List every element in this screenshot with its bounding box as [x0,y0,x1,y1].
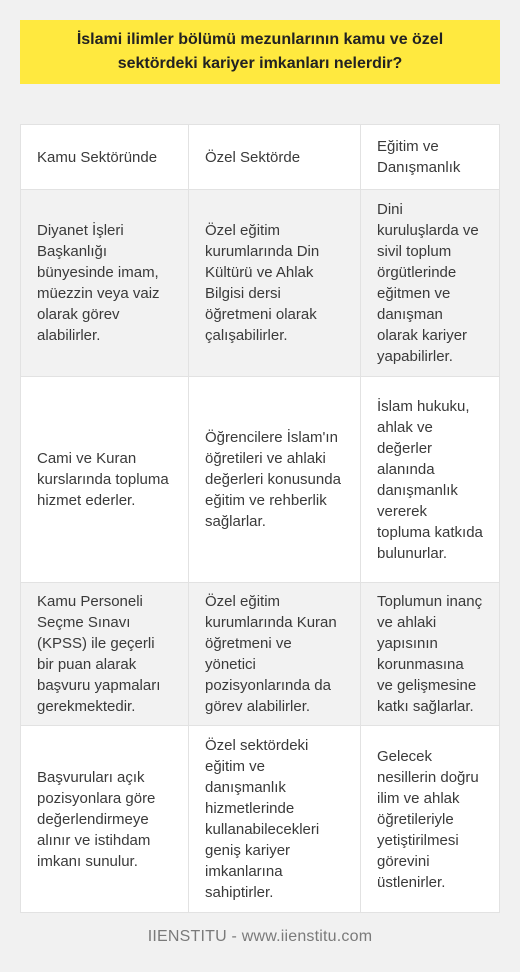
table-cell: Özel eğitim kurumlarında Kuran öğretmeni ve yönetici pozisyonlarında da görev alabilirler. [188,583,360,725]
table-cell: Özel eğitim kurumlarında Din Kültürü ve Ahlak Bilgisi dersi öğretmeni olarak çalışabilirler. [188,190,360,376]
footer-credit: IIENSTITU - www.iienstitu.com [147,928,373,945]
table-cell: Öğrencilere İslam'ın öğretileri ve ahlaki değerleri konusunda eğitim ve rehberlik sağlarlar. [188,377,360,582]
table-row [21,582,499,725]
table-cell: Diyanet İşleri Başkanlığı bünyesinde imam, müezzin veya vaiz olarak görev alabilirler. [37,222,160,344]
table-cell: Cami ve Kuran kurslarında topluma hizmet ederler. [37,450,169,509]
table-row [21,376,499,582]
table-row [21,189,499,376]
career-table [20,124,500,913]
table-row [21,725,499,912]
table-header-row [21,125,499,189]
table-cell: Başvuruları açık pozisyonlara göre değerlendirmeye alınır ve istihdam imkanı sunulur. [37,768,156,870]
table-cell: Gelecek nesillerin doğru ilim ve ahlak öğretileriyle yetiştirilmesi görevini üstlenirler. [360,726,499,912]
title-banner [20,20,500,84]
table-cell: Dini kuruluşlarda ve sivil toplum örgütlerinde eğitmen ve danışman olarak kariyer yapabilirler. [360,190,499,376]
table-cell: Kamu Personeli Seçme Sınavı (KPSS) ile geçerli bir puan alarak başvuru yapmaları gerekmektedir. [37,593,161,715]
header-private-sector: Özel Sektörde [188,125,360,189]
header-education-consulting: Eğitim ve Danışmanlık [360,125,499,189]
table-cell: Toplumun inanç ve ahlaki yapısının korunmasına ve gelişmesine katkı sağlarlar. [360,583,499,725]
table-cell: İslam hukuku, ahlak ve değerler alanında danışmanlık vererek topluma katkıda bulunurlar. [360,377,499,582]
page-title: İslami ilimler bölümü mezunlarının kamu ve özel sektördeki kariyer imkanları nelerdir? [76,31,444,72]
header-public-sector: Kamu Sektöründe [37,148,158,166]
table-cell: Özel sektördeki eğitim ve danışmanlık hizmetlerinde kullanabilecekleri geniş kariyer imkanlarına sahiptirler. [188,726,360,912]
